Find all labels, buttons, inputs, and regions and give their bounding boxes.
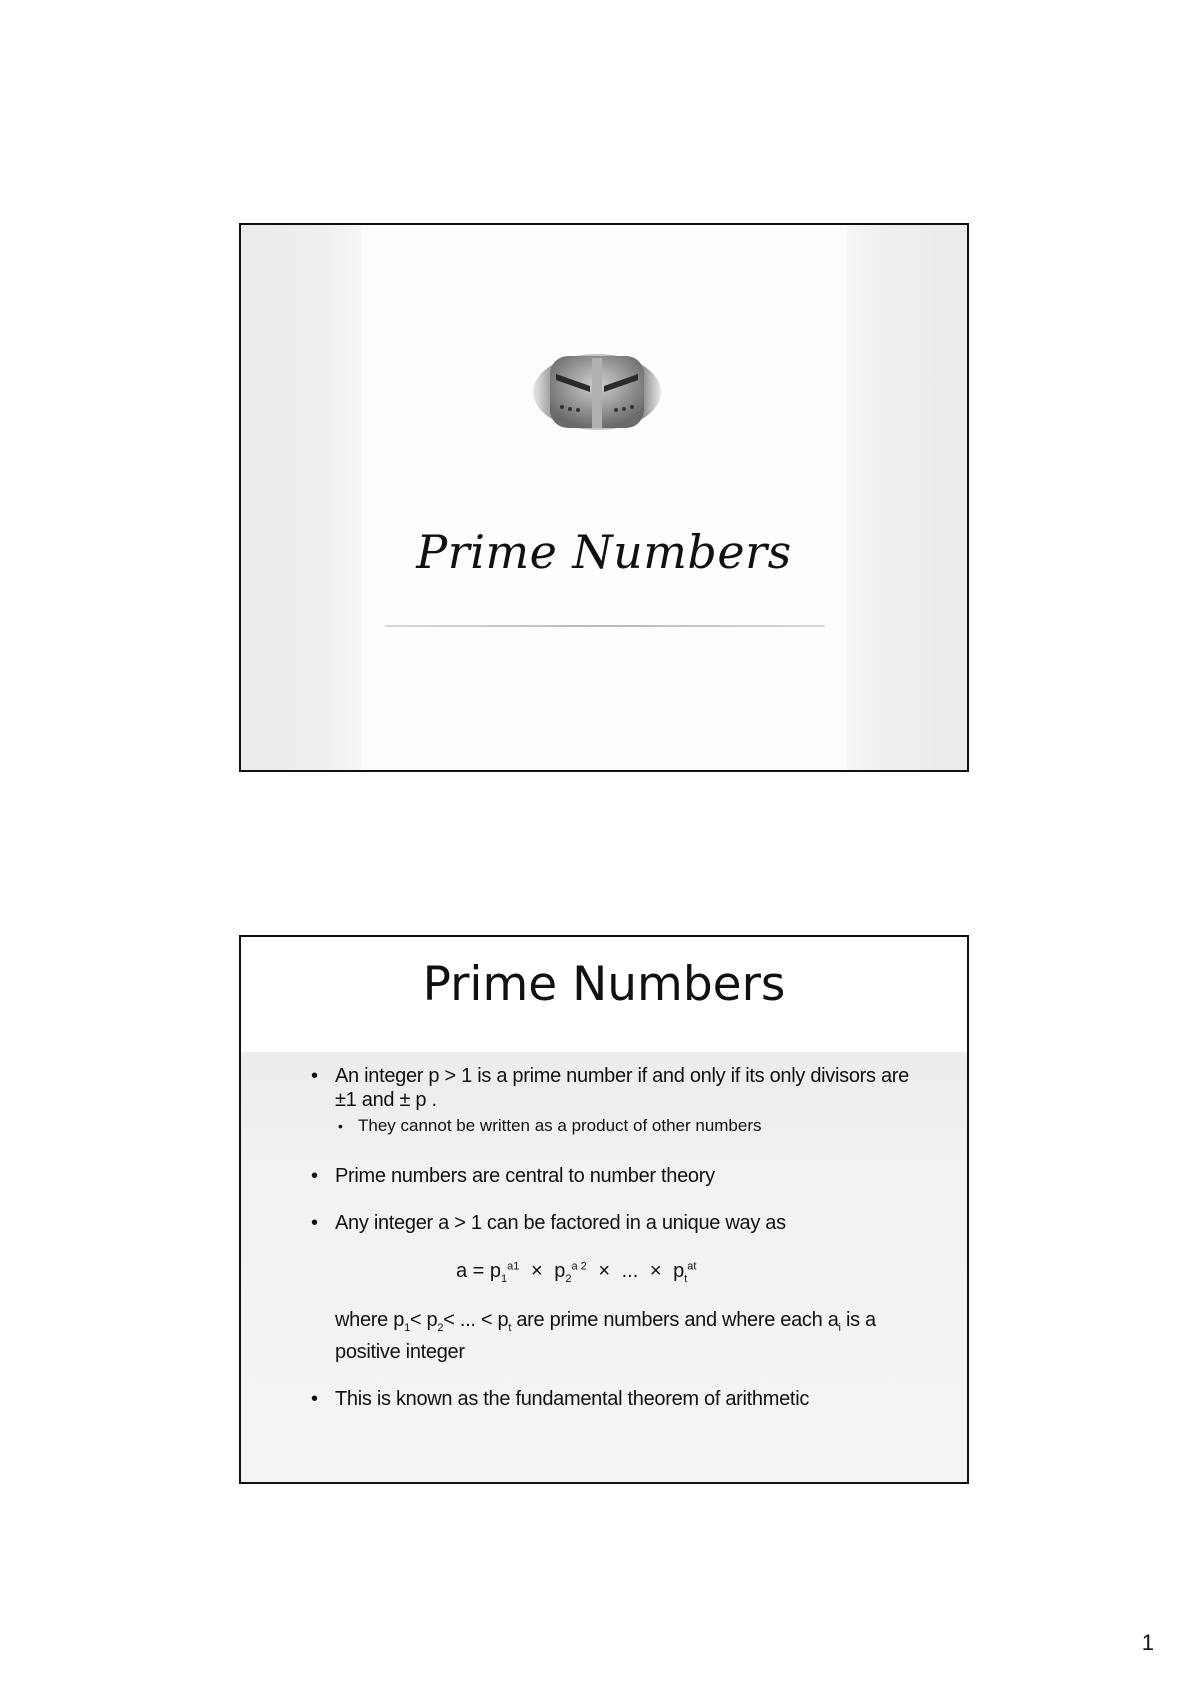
bullet-fundamental-theorem: • This is known as the fundamental theorem of arithmetic xyxy=(311,1388,810,1410)
bullet-prime-definition: • An integer p > 1 is a prime number if and only if its only divisors are ±1 and ± p . xyxy=(311,1065,909,1111)
slide-center-panel xyxy=(361,225,847,770)
formula-explanation: where $p_1< p_2<$ ... < $p_t$ are prime numbers and where each $a_i$ is a positive integer xyxy=(335,1309,876,1363)
slide2-body xyxy=(241,1052,967,1482)
slide2-title: Prime Numbers xyxy=(422,957,786,1012)
slide-right-panel xyxy=(847,225,967,770)
slide1-title: Prime Numbers xyxy=(416,525,792,579)
title-divider xyxy=(385,625,825,627)
bullet-factorization: • Any integer a > 1 can be factored in a unique way as xyxy=(311,1212,786,1234)
sub-bullet-product: • They cannot be written as a product of other numbers xyxy=(338,1116,762,1135)
bullet-icon: • xyxy=(311,1165,318,1187)
slide2-header xyxy=(241,937,967,1052)
bullet-icon: • xyxy=(311,1065,318,1087)
factorization-formula: $a = p_1^{a1} \times p_2^{a 2}$ × ... × $p_t^{at}$ xyxy=(456,1260,697,1285)
content-slide xyxy=(239,935,969,1484)
bullet-number-theory: • Prime numbers are central to number theory xyxy=(311,1165,715,1187)
bullet-icon: • xyxy=(311,1388,318,1410)
knight-helmet-icon xyxy=(532,352,662,432)
bullet-icon: • xyxy=(311,1212,318,1234)
bullet-icon: • xyxy=(338,1118,343,1134)
slide-left-panel xyxy=(241,225,361,770)
title-slide xyxy=(239,223,969,772)
page-number: 1 xyxy=(1141,1630,1154,1655)
